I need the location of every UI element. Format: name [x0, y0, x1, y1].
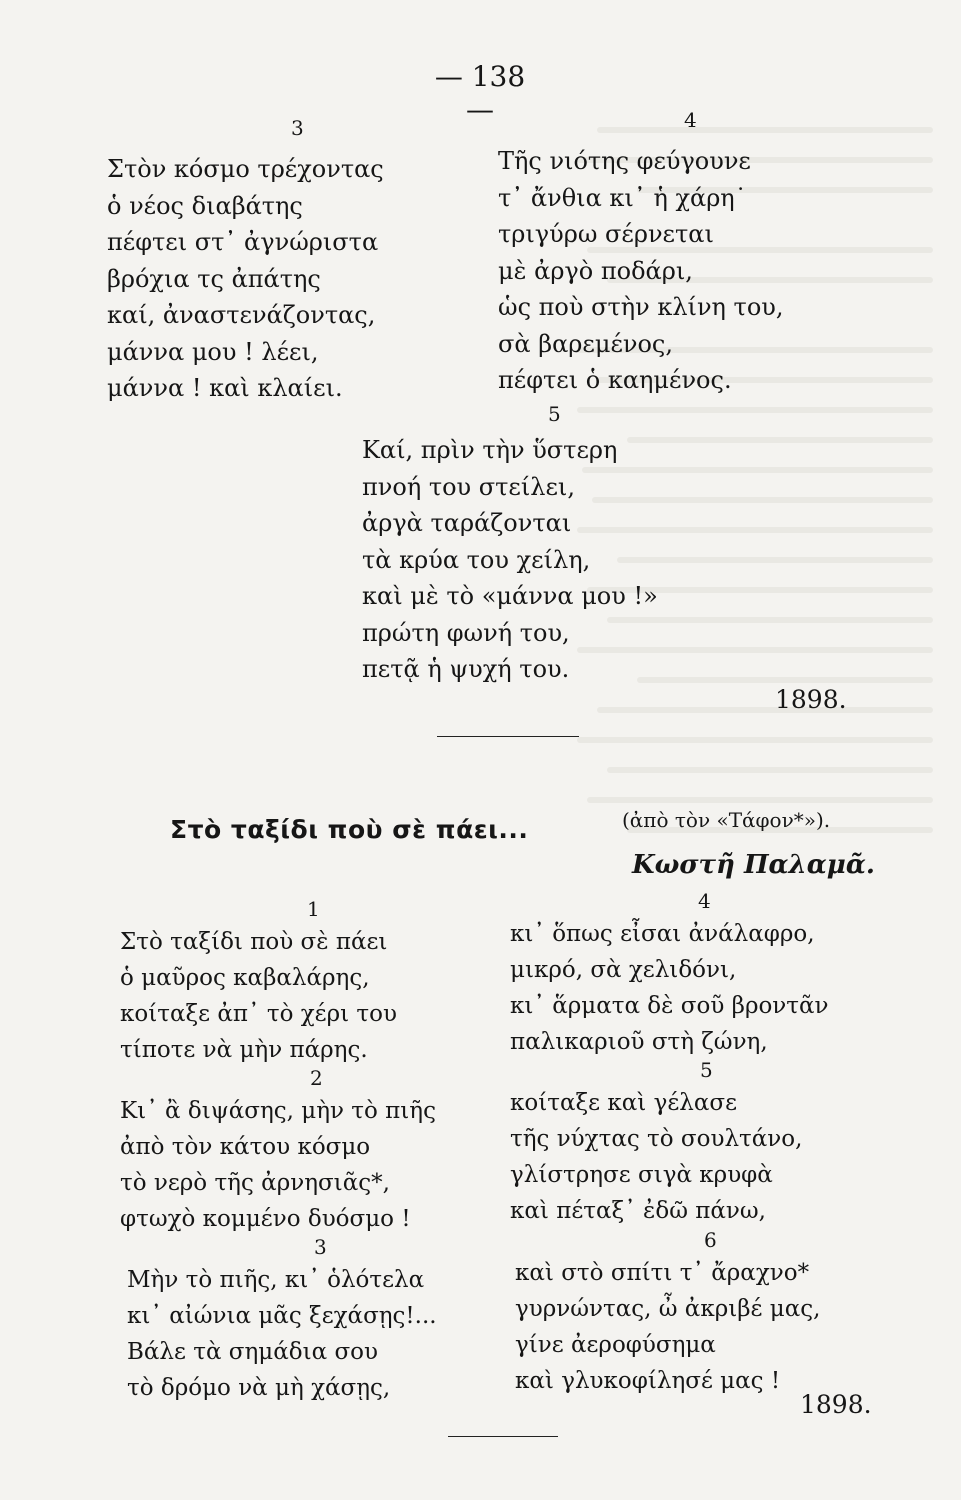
stanza-number: 5	[548, 402, 561, 426]
stanza	[120, 924, 397, 1068]
verse-line: τριγύρω σέρνεται	[498, 220, 714, 248]
verse-line: γίνε ἀεροφύσημα	[515, 1332, 716, 1358]
poem-year: 1898.	[800, 1390, 872, 1419]
verse-line: Βάλε τὰ σημάδια σου	[127, 1339, 379, 1365]
verse-line: Τῆς νιότης φεύγουνε	[498, 147, 751, 175]
stanza-number: 2	[310, 1066, 323, 1090]
verse-line: Μὴν τὸ πιῆς, κι᾽ ὁλότελα	[127, 1267, 425, 1293]
verse-line: μάννα μου ! λέει,	[107, 337, 319, 366]
verse-line: Στὸ ταξίδι ποὺ σὲ πάει	[120, 929, 388, 955]
verse-line: μάννα ! καὶ κλαίει.	[107, 374, 343, 402]
verse-line: τῆς νύχτας τὸ σουλτάνο,	[510, 1126, 803, 1152]
page-number: — 138 —	[434, 60, 526, 126]
verse-line: κι᾽ αἰώνια μᾶς ξεχάσῃς!...	[127, 1303, 437, 1329]
verse-line: τίποτε νὰ μὴν πάρης.	[120, 1037, 368, 1063]
verse-line: γυρνώντας, ὦ ἀκριβέ μας,	[515, 1296, 821, 1322]
stanza	[498, 143, 784, 399]
poem-title: Στὸ ταξίδι ποὺ σὲ πάει...	[170, 815, 529, 844]
stanza-number: 4	[698, 889, 711, 913]
stanza-number: 3	[314, 1235, 327, 1259]
section-divider	[448, 1436, 558, 1437]
poem-author: Κωστῆ Παλαμᾶ.	[632, 850, 875, 880]
verse-line: ὁ μαῦρος καβαλάρης,	[120, 965, 370, 991]
verse-line: καὶ μὲ τὸ «μάννα μου !»	[362, 582, 658, 610]
verse-line: τὸ νερὸ τῆς ἀρνησιᾶς*,	[120, 1170, 390, 1196]
verse-line: μὲ ἀργὸ ποδάρι,	[498, 256, 693, 285]
stanza	[120, 1093, 436, 1237]
verse-line: καὶ γλυκοφίλησέ μας !	[515, 1368, 781, 1394]
stanza	[515, 1255, 820, 1399]
verse-line: ἀπὸ τὸν κάτου κόσμο	[120, 1134, 371, 1160]
stanza	[107, 151, 384, 407]
verse-line: πνοή του στείλει,	[362, 472, 575, 501]
section-divider	[437, 736, 579, 737]
verse-line: ὡς ποὺ στὴν κλίνη του,	[498, 293, 784, 321]
verse-line: καὶ στὸ σπίτι τ᾽ ἄραχνο*	[515, 1260, 810, 1286]
verse-line: καί, ἀναστενάζοντας,	[107, 301, 376, 329]
verse-line: ὁ νέος διαβάτης	[107, 191, 303, 220]
verse-line: πετᾷ ἡ ψυχή του.	[362, 655, 570, 683]
verse-line: σὰ βαρεμένος,	[498, 329, 673, 358]
stanza	[362, 432, 658, 688]
stanza-number: 6	[704, 1228, 717, 1252]
verse-line: πέφτει στ᾽ ἀγνώριστα	[107, 228, 379, 256]
verse-line: κοίταξε καὶ γέλασε	[510, 1090, 738, 1116]
stanza-number: 3	[291, 116, 304, 140]
verse-line: βρόχια τς ἀπάτης	[107, 264, 321, 293]
verse-line: πέφτει ὁ καημένος.	[498, 366, 732, 394]
stanza	[510, 1085, 802, 1229]
verse-line: κι᾽ ἅρματα δὲ σοῦ βροντᾶν	[510, 993, 829, 1019]
stanza-number: 5	[700, 1058, 713, 1082]
verse-line: Καί, πρὶν τὴν ὕστερη	[362, 436, 618, 464]
verse-line: τ᾽ ἄνθια κι᾽ ἡ χάρη˙	[498, 183, 747, 212]
stanza	[510, 916, 829, 1060]
poem-source: (ἀπὸ τὸν «Τάφον*»).	[622, 808, 831, 832]
poem-year: 1898.	[775, 685, 847, 714]
verse-line: Κι᾽ ἂ διψάσης, μὴν τὸ πιῆς	[120, 1098, 436, 1124]
verse-line: κοίταξε ἀπ᾽ τὸ χέρι του	[120, 1001, 397, 1027]
stanza	[127, 1262, 437, 1406]
stanza-number: 1	[307, 897, 320, 921]
stanza-number: 4	[684, 108, 697, 132]
verse-line: φτωχὸ κομμένο δυόσμο !	[120, 1206, 411, 1232]
verse-line: μικρό, σὰ χελιδόνι,	[510, 957, 737, 983]
verse-line: τὸ δρόμο νὰ μὴ χάσῃς,	[127, 1375, 391, 1401]
verse-line: τὰ κρύα του χείλη,	[362, 545, 591, 574]
verse-line: ἀργὰ ταράζονται	[362, 509, 572, 537]
verse-line: πρώτη φωνή του,	[362, 618, 570, 647]
verse-line: καὶ πέταξ᾽ ἐδῶ πάνω,	[510, 1198, 766, 1224]
verse-line: παλικαριοῦ στὴ ζώνη,	[510, 1029, 768, 1055]
verse-line: γλίστρησε σιγὰ κρυφὰ	[510, 1162, 773, 1188]
verse-line: Στὸν κόσμο τρέχοντας	[107, 155, 384, 183]
verse-line: κι᾽ ὅπως εἶσαι ἀνάλαφρο,	[510, 921, 815, 947]
